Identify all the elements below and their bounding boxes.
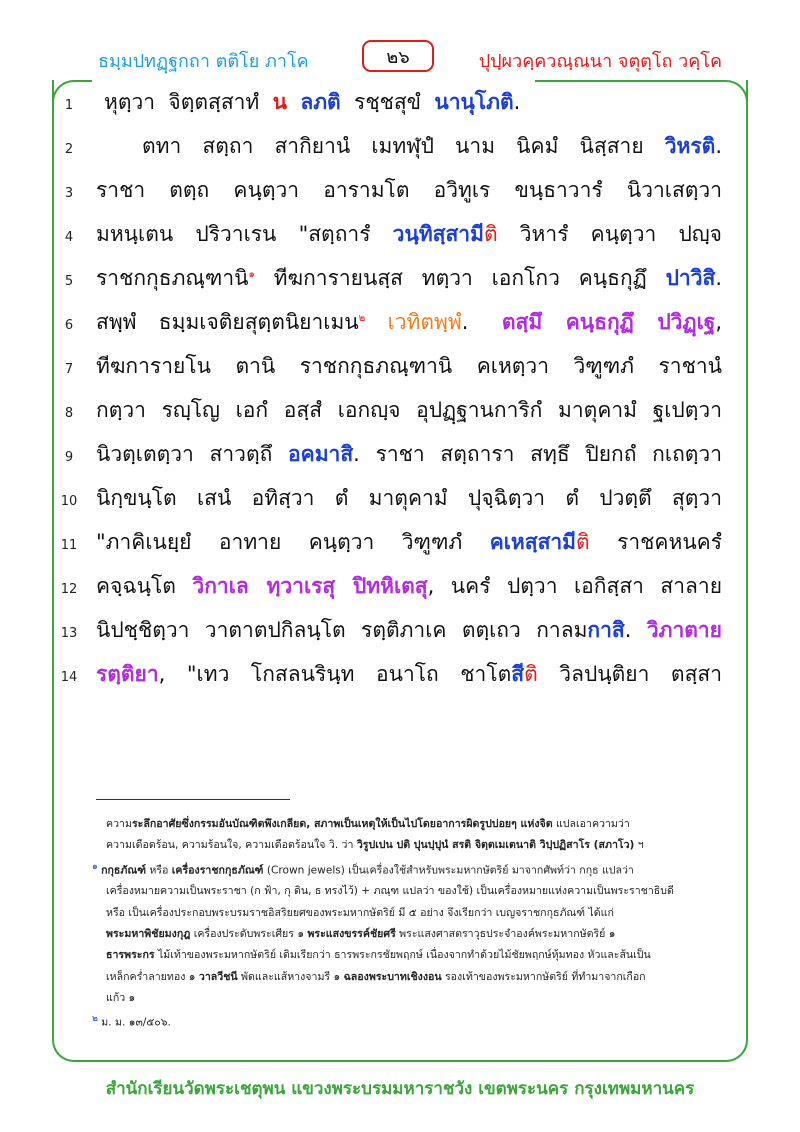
highlighted-word: ติ bbox=[524, 662, 538, 686]
line-number: 3 bbox=[64, 186, 74, 201]
highlighted-word: น bbox=[272, 90, 287, 114]
line-text bbox=[96, 174, 722, 207]
highlighted-word: คเหสฺสามี bbox=[489, 530, 577, 554]
text-segment: นิปชฺชิตฺวา วาตาตปกิลนฺโต รตฺติภาเค ตตฺเถว กาลม bbox=[96, 618, 588, 642]
line-number: 9 bbox=[64, 450, 74, 465]
fn-text: เหล็กคร่ำลายทอง ๑ bbox=[106, 970, 199, 983]
text-segment: . bbox=[513, 90, 521, 114]
text-segment: ทีฆการายโน ตานิ ราชกกุธภณฺฑานิ คเหตฺวา วิฑูฑภํ ราชานํ bbox=[96, 354, 722, 378]
text-line bbox=[0, 304, 800, 348]
text-segment: . ราชา สตฺถารา สทฺธึ ปิยกถํ กเถตฺวา bbox=[353, 442, 722, 466]
footnote-1-cont bbox=[92, 967, 722, 988]
text-line bbox=[0, 568, 800, 612]
fn-term: เครื่องราชกกุธภัณฑ์ bbox=[171, 864, 264, 877]
line-text bbox=[104, 86, 722, 119]
text-line bbox=[0, 480, 800, 524]
book-title: ธมฺมปทฏฺฐกถา ตติโย ภาโค bbox=[98, 51, 309, 72]
line-text bbox=[96, 394, 722, 427]
footer-institution: สำนักเรียนวัดพระเชตุพน แขวงพระบรมมหาราชวัง เขตพระนคร กรุงเทพมหานคร bbox=[105, 1079, 695, 1099]
fn-text: เครื่องหมายความเป็นพระราชา (ก ฟ้า, กุ ดิน, ธ ทรงไว้) + ภณฺฑ แปลว่า ของใช้) เป็นเครื่องหมายแห่งความเป็นพระราชาธิบดี bbox=[106, 885, 674, 898]
text-line bbox=[0, 172, 800, 216]
text-segment: วิลปนฺติยา ตสฺสา bbox=[537, 662, 722, 686]
footnote-1-cont bbox=[92, 945, 722, 966]
fn-text: รองเท้าของพระมหากษัตริย์ ที่ทำมาจากเกือก bbox=[441, 970, 646, 983]
highlighted-word: ติ bbox=[483, 222, 498, 246]
line-number: 6 bbox=[64, 318, 74, 333]
text-segment: . bbox=[715, 134, 722, 158]
line-text bbox=[96, 570, 722, 603]
text-segment: , "เทว โกสลนรินฺท อนาโถ ชาโต bbox=[158, 662, 512, 686]
fn-text: พระแสงศาสตราวุธประจำองค์พระมหากษัตริย์ ๑ bbox=[395, 928, 616, 941]
footnote-note-cont bbox=[92, 835, 722, 856]
fn-text: หรือ เป็นเครื่องประกอบพระบรมราชอิสริยยศของพระมหากษัตริย์ มี ๕ อย่าง จึงเรียกว่า เบญจราชกกุธภัณฑ์ ได้แก่ bbox=[106, 906, 614, 919]
footnote-1-cont bbox=[92, 881, 722, 902]
text-segment: , นครํ ปตฺวา เอกิสฺสา สาลาย bbox=[427, 574, 722, 598]
line-text bbox=[96, 614, 722, 647]
fn-text: แปลเอาความว่า bbox=[552, 818, 630, 830]
highlighted-word: วิหรติ bbox=[664, 134, 716, 158]
highlighted-word: เวทิตพฺพํ bbox=[387, 310, 462, 334]
line-number: 10 bbox=[60, 494, 78, 509]
highlighted-word: สี bbox=[511, 662, 525, 686]
line-text bbox=[96, 262, 722, 295]
text-segment: ราชคหนครํ bbox=[589, 530, 722, 554]
text-segment: ทีฆการายนสฺส ทตฺวา เอกโกว คนฺธกุฏึ bbox=[254, 266, 666, 290]
text-line bbox=[0, 656, 800, 700]
page-number: ๒๖ bbox=[362, 40, 434, 72]
text-segment: รชฺชสุขํ bbox=[340, 90, 435, 114]
footnotes bbox=[92, 814, 722, 1034]
footnote-divider bbox=[96, 799, 290, 800]
line-text bbox=[96, 526, 722, 559]
line-number: 14 bbox=[60, 670, 78, 685]
frame-top-rule bbox=[535, 80, 715, 82]
text-line bbox=[0, 436, 800, 480]
page-header bbox=[0, 40, 800, 80]
fn-term: กกุธภัณฑ์ bbox=[101, 864, 146, 877]
highlighted-word: วิกาเล ทฺวาเรสุ ปิทหิเตสุ bbox=[192, 574, 428, 598]
text-line bbox=[0, 128, 800, 172]
footnote-1-cont bbox=[92, 903, 722, 924]
text-segment: . bbox=[624, 618, 647, 642]
text-segment bbox=[365, 310, 387, 334]
fn-text: ความเดือดร้อน, ความร้อนใจ, ความเดือดร้อนใจ วิ. ว่า bbox=[106, 839, 357, 852]
line-number: 8 bbox=[64, 406, 74, 421]
text-segment: ตทา สตฺถา สากิยานํ เมทฬุปํ นาม นิคมํ นิสฺสาย bbox=[142, 134, 665, 158]
text-line bbox=[0, 216, 800, 260]
fn-term: วิรูปเปน ปติ ปุนปฺปุนํ สรติ จิตฺตเมเตนาติ วิปฺปฏิสาโร (สภาโว) bbox=[356, 839, 635, 852]
text-segment bbox=[287, 90, 300, 114]
footnote-mark: ๒ bbox=[92, 1014, 98, 1025]
text-segment: หุตฺวา จิตฺตสฺสาทํ bbox=[104, 90, 273, 114]
text-line bbox=[0, 524, 800, 568]
fn-text: เครื่องประดับพระเศียร ๑ bbox=[190, 928, 308, 941]
footnote-1 bbox=[92, 857, 722, 882]
text-segment: นิกฺขนฺโต เสนํ อทิสฺวา ตํ มาตุคามํ ปุจฺฉิตฺวา ตํ ปวตฺตึ สุตฺวา bbox=[96, 486, 722, 510]
fn-text: ไม้เท้าของพระมหากษัตริย์ เดิมเรียกว่า ธารพระกรชัยพฤกษ์ เนื่องจากทำด้วยไม้ชัยพฤกษ์หุ้มทอง หัวและส้นเป็น bbox=[154, 949, 651, 962]
line-text bbox=[96, 658, 722, 691]
highlighted-word: ตสฺมึ คนฺธกุฏึ ปวิฏฺเฐ bbox=[501, 310, 716, 334]
fn-text: พัดและแส้หางจามรี ๑ bbox=[237, 970, 344, 983]
text-segment: นิวตฺเตตฺวา สาวตฺถึ bbox=[96, 442, 289, 466]
text-segment: "ภาคิเนยฺยํ อาทาย คนฺตฺวา วิฑูฑภํ bbox=[96, 530, 490, 554]
line-number: 5 bbox=[64, 274, 74, 289]
fn-term: วาลวีชนี bbox=[198, 970, 238, 983]
text-segment: ราชา ตตฺถ คนฺตฺวา อารามโต อวิทูเร ขนฺธาวารํ นิวาเสตฺวา bbox=[96, 178, 722, 202]
footnote-mark: ๑ bbox=[92, 861, 98, 872]
line-number: 7 bbox=[64, 362, 74, 377]
line-text bbox=[96, 438, 722, 471]
footnote-2 bbox=[92, 1009, 722, 1034]
line-number: 12 bbox=[60, 582, 78, 597]
line-number: 2 bbox=[64, 142, 74, 157]
footnote-1-cont bbox=[92, 988, 722, 1009]
text-line bbox=[0, 612, 800, 656]
line-text bbox=[96, 350, 722, 383]
line-number: 1 bbox=[64, 98, 74, 113]
highlighted-word: ติ bbox=[576, 530, 590, 554]
footnote-ref: ๒ bbox=[358, 313, 366, 324]
fn-term: ธารพระกร bbox=[106, 949, 155, 962]
highlighted-word: ปาวิสิ bbox=[665, 266, 716, 290]
fn-text: ฯ bbox=[634, 839, 644, 852]
text-line bbox=[0, 260, 800, 304]
footnote-1-cont bbox=[92, 924, 722, 945]
text-line bbox=[0, 348, 800, 392]
chapter-title: ปุปฺผวคฺควณฺณนา จตุตฺโถ วคฺโค bbox=[478, 51, 722, 72]
text-line bbox=[0, 392, 800, 436]
line-text bbox=[96, 218, 722, 251]
text-segment: คจฺฉนฺโต bbox=[96, 574, 193, 598]
highlighted-word: อคมาสิ bbox=[288, 442, 354, 466]
fn-term: ระลึกอาศัยซึ่งกรรมอันบัณฑิตพึงเกลียด, สภาพเป็นเหตุให้เป็นไปโดยอาการผิดรูปบ่อยๆ แห่งจิต bbox=[131, 818, 553, 830]
highlighted-word: กาสิ bbox=[587, 618, 625, 642]
fn-text: หรือ bbox=[146, 864, 172, 877]
text-segment: , bbox=[715, 310, 722, 334]
highlighted-word: รตฺติยา bbox=[96, 662, 159, 686]
fn-term: พระแสงขรรค์ชัยศรี bbox=[307, 928, 396, 941]
text-line bbox=[0, 84, 800, 128]
text-segment: วิหารํ คนฺตฺวา ปญฺจ bbox=[497, 222, 722, 246]
fn-text: แก้ว ๑ bbox=[106, 991, 136, 1004]
footnote-note bbox=[92, 814, 722, 835]
line-number: 13 bbox=[60, 626, 78, 641]
highlighted-word: วิภาตาย bbox=[646, 618, 722, 642]
line-text bbox=[142, 130, 722, 163]
fn-term: พระมหาพิชัยมงกุฎ bbox=[106, 928, 191, 941]
line-number: 4 bbox=[64, 230, 74, 245]
highlighted-word: นานุโภติ bbox=[434, 90, 514, 114]
line-text bbox=[96, 482, 722, 515]
line-text bbox=[96, 306, 722, 339]
fn-text: (Crown jewels) เป็นเครื่องใช้สำหรับพระมหากษัตริย์ มาจากศัพท์ว่า กกุธ แปลว่า bbox=[263, 864, 634, 877]
footnote-ref: ๑ bbox=[248, 269, 255, 280]
fn-text: ม. ม. ๑๓/๕๐๖. bbox=[97, 1016, 171, 1029]
highlighted-word: ลภติ bbox=[300, 90, 341, 114]
text-segment: กตฺวา รญฺโญ เอกํ อสฺสํ เอกญฺจ อุปฏฺฐานการิกํ มาตุคามํ ฐเปตฺวา bbox=[96, 398, 722, 422]
fn-text: ความ bbox=[106, 818, 132, 830]
text-segment: มหนฺเตน ปริวาเรน "สตฺถารํ bbox=[96, 222, 393, 246]
text-segment: สพฺพํ ธมฺมเจติยสุตฺตนิยาเมน bbox=[96, 310, 359, 334]
text-segment: ราชกกุธภณฺฑานิ bbox=[96, 266, 249, 290]
text-segment: . bbox=[461, 310, 502, 334]
fn-term: ฉลองพระบาทเชิงงอน bbox=[343, 970, 442, 983]
line-number: 11 bbox=[60, 538, 78, 553]
text-segment: . bbox=[715, 266, 722, 290]
highlighted-word: วนฺทิสฺสามี bbox=[392, 222, 484, 246]
